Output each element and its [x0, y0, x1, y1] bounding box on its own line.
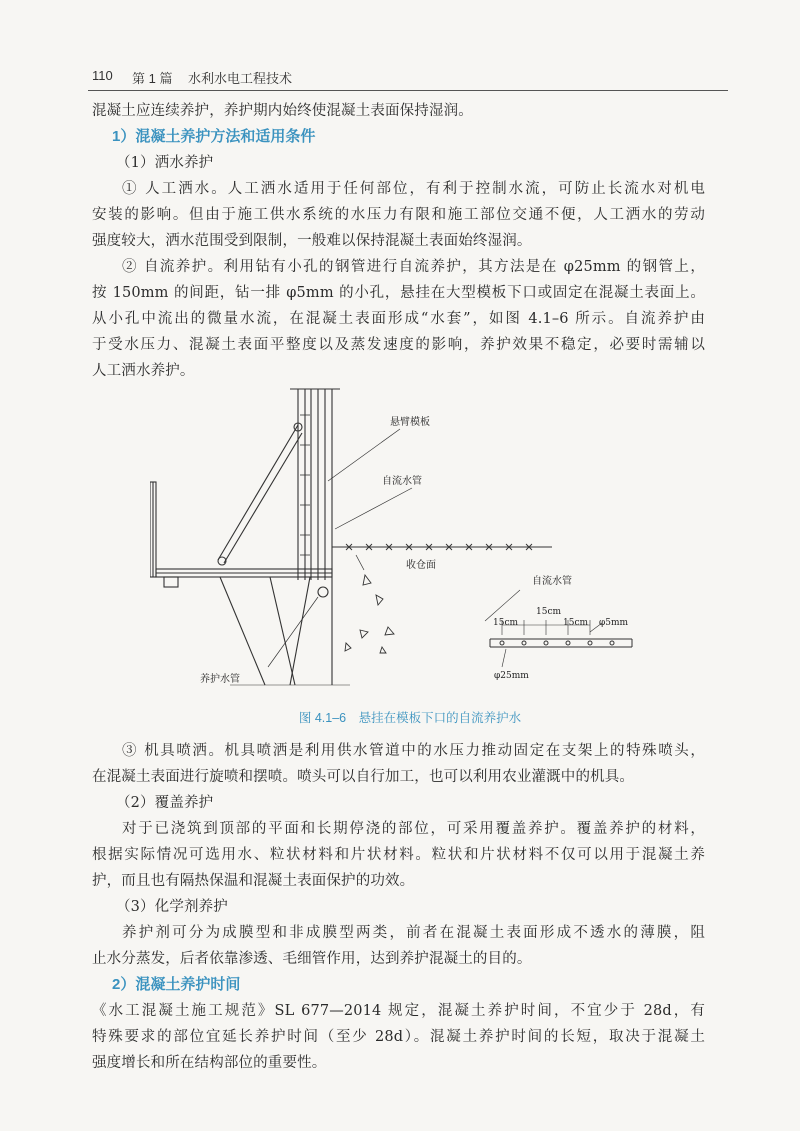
paragraph-line: 混凝土应连续养护，养护期内始终使混凝土表面保持湿润。: [92, 103, 473, 119]
label-spacing-1: 15cm: [493, 618, 519, 628]
label-spacing-2: 15cm: [536, 607, 562, 617]
paragraph-line: ② 自流养护。利用钻有小孔的钢管进行自流养护，其方法是在 φ25mm 的钢管上，: [122, 259, 705, 275]
label-construction-surface: 收仓面: [406, 560, 436, 571]
section-heading-1: 1）混凝土养护方法和适用条件: [112, 128, 316, 145]
paragraph-line: ③ 机具喷洒。机具喷洒是利用供水管道中的水压力推动固定在支架上的特殊喷头，: [122, 743, 705, 759]
paragraph-line: 从小孔中流出的微量水流，在混凝土表面形成“水套”，如图 4.1–6 所示。自流养护由: [92, 311, 705, 327]
label-curing-pipe: 养护水管: [200, 674, 240, 685]
paragraph-line: ① 人工洒水。人工洒水适用于任何部位，有利于控制水流，可防止长流水对机电: [122, 181, 705, 197]
book-title: 水利水电工程技术: [188, 71, 293, 86]
paragraph-line: 止水分蒸发，后者依靠渗透、毛细管作用，达到养护混凝土的目的。: [92, 951, 532, 967]
paragraph-line: 强度较大，洒水范围受到限制，一般难以保持混凝土表面始终湿润。: [92, 233, 532, 249]
subsection-heading-chemical: （3）化学剂养护: [116, 899, 228, 915]
label-detail-pipe: 自流水管: [532, 576, 572, 587]
paragraph-line: 养护剂可分为成膜型和非成膜型两类，前者在混凝土表面形成不透水的薄膜，阻: [122, 925, 705, 941]
self-flow-curing-figure: [150, 385, 650, 705]
header-rule: [88, 90, 728, 91]
part-label: 第 1 篇: [132, 71, 173, 86]
label-spacing-3: 15cm: [563, 618, 589, 628]
paragraph-line: 护，而且也有隔热保温和混凝土表面保护的功效。: [92, 873, 415, 889]
paragraph-line: 特殊要求的部位宜延长养护时间（至少 28d）。混凝土养护时间的长短，取决于混凝土: [92, 1029, 705, 1045]
section-heading-2: 2）混凝土养护时间: [112, 976, 241, 993]
label-self-flow-pipe: 自流水管: [382, 476, 422, 487]
paragraph-line: 对于已浇筑到顶部的平面和长期停浇的部位，可采用覆盖养护。覆盖养护的材料，: [122, 821, 705, 837]
label-pipe-diameter: φ25mm: [494, 671, 529, 681]
label-hole-diameter: φ5mm: [599, 618, 629, 628]
paragraph-line: 按 150mm 的间距，钻一排 φ5mm 的小孔，悬挂在大型模板下口或固定在混凝土表面上。: [92, 285, 705, 301]
page-number: 110: [92, 68, 113, 83]
paragraph-line: 根据实际情况可选用水、粒状材料和片状材料。粒状和片状材料不仅可以用于混凝土养: [92, 847, 705, 863]
running-header: [92, 66, 712, 90]
figure-caption: 图 4.1–6 悬挂在模板下口的自流养护水: [298, 711, 522, 725]
label-cantilever-formwork: 悬臂模板: [390, 417, 430, 428]
paragraph-line: 人工洒水养护。: [92, 363, 195, 379]
paragraph-line: 于受水压力、混凝土表面平整度以及蒸发速度的影响，养护效果不稳定，必要时需辅以: [92, 337, 705, 353]
paragraph-line: 强度增长和所在结构部位的重要性。: [92, 1055, 327, 1071]
paragraph-line: 在混凝土表面进行旋喷和摆喷。喷头可以自行加工，也可以利用农业灌溉中的机具。: [92, 769, 635, 785]
paragraph-line: 安装的影响。但由于施工供水系统的水压力有限和施工部位交通不便，人工洒水的劳动: [92, 207, 705, 223]
paragraph-line: 《水工混凝土施工规范》SL 677—2014 规定，混凝土养护时间，不宜少于 28d，有: [92, 1003, 706, 1019]
subsection-heading-sprinkling: （1）洒水养护: [116, 155, 214, 171]
subsection-heading-covering: （2）覆盖养护: [116, 795, 214, 811]
